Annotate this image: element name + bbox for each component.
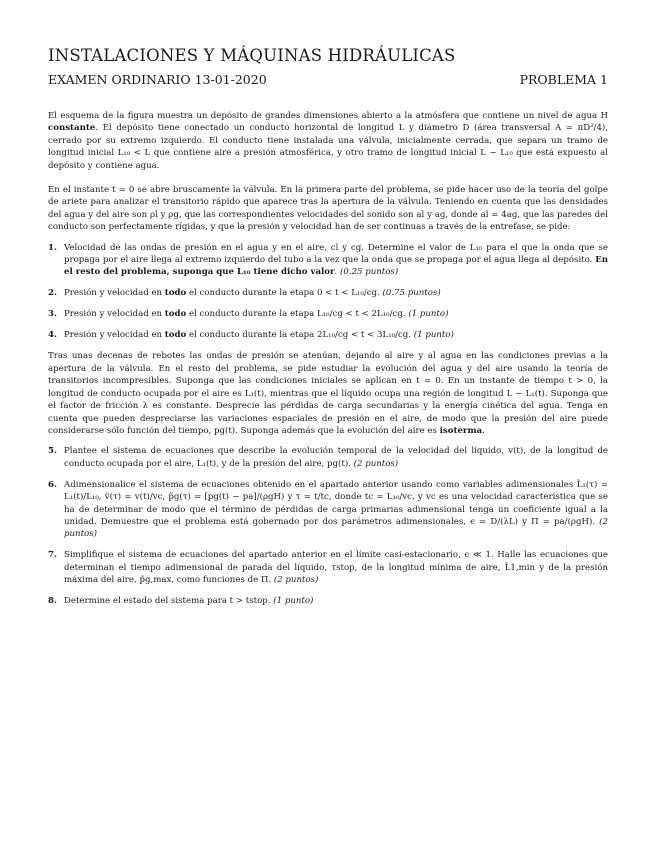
question-4-bold: todo [164, 330, 187, 341]
question-6-number: 6. [48, 479, 57, 490]
question-7 [48, 549, 608, 586]
exam-header-row [48, 72, 608, 88]
question-3-number: 3. [48, 309, 57, 320]
question-8-number: 8. [48, 596, 57, 607]
question-list-part2 [48, 445, 608, 607]
question-5 [48, 445, 608, 470]
part2-text-b: . [482, 425, 485, 436]
intro-bold: constante [48, 123, 96, 134]
question-1 [48, 242, 608, 279]
question-1-number: 1. [48, 242, 57, 253]
question-5-points: (2 puntos) [353, 458, 399, 469]
question-3-text-b: el conducto durante la etapa L₁₀/cg < t < 2L₁₀/cg. [186, 309, 409, 320]
question-3-bold: todo [164, 309, 187, 320]
question-1-text: Velocidad de las ondas de presión en el agua y en el aire, cl y cg. Determine el valor de L₁₀ para el que la onda que se propaga por el aire llega al extremo izquierdo del tubo a la vez que la onda que se propaga por el agua llega al depósito. [64, 242, 608, 266]
question-7-text: Simplifique el sistema de ecuaciones del apartado anterior en el límite casi-estacionario, ϵ ≪ 1. Halle las ecuaciones que determinan el tiempo adimensional de parada del líquido, τstop, de la longitud mínima de aire, L̃1,min y de la presión máxima del aire, p̃g,max, como funciones de Π. [64, 550, 608, 586]
part2-intro-paragraph [48, 350, 608, 437]
exam-date: EXAMEN ORDINARIO 13-01-2020 [48, 72, 267, 87]
question-8-points: (1 punto) [273, 596, 314, 607]
question-5-number: 5. [48, 446, 57, 457]
question-2-points: (0.75 puntos) [382, 288, 441, 299]
question-7-points: (2 puntos) [273, 575, 319, 586]
part1-intro-paragraph: En el instante t = 0 se abre bruscamente la válvula. En la primera parte del problema, se pide hacer uso de la teoría del golpe de ariete para analizar el transitorio rápido que aparece tras la apertura de la válvula. Teniendo en cuenta que las densidades del agua y del aire son ρl y ρg, que las correspondientes velocidades del sonido son al y ag, donde al = 4ag, que las paredes del conducto son perfectamente rígidas, y que la presión y velocidad han de ser continuas a través de la entrefase, se pide: [48, 185, 608, 233]
intro-text-b: . El depósito tiene conectado un conducto horizontal de longitud L y diámetro D (área transversal A = πD²/4), cerrado por su extremo izquierdo. El conducto tiene instalada una válvula, inicialmente cerrada, que separa un tramo de longitud inicial L₁₀ < L que contiene aire a presión atmosférica, y otro tramo de longitud inicial L − L₁₀ que está expuesto al depósito y contiene agua. [48, 123, 608, 171]
question-4 [48, 329, 608, 341]
exam-page [48, 46, 608, 616]
question-2-bold: todo [164, 288, 187, 299]
question-4-text-b: el conducto durante la etapa 2L₁₀/cg < t < 3L₁₀/cg. [186, 330, 414, 341]
part2-text-a: Tras unas decenas de rebotes las ondas de presión se atenúan, dejando al aire y al agua en las condiciones previas a la apertura de la válvula. En el resto del problema, se pide estudiar la evolución del agua y del aire usando la teoría de transitorios incompresibles. Suponga que las condiciones iniciales se aplican en t = 0. En un instante de tiempo t > 0, la longitud de conducto ocupada por el aire es L₁(t), mientras que el líquido ocupa una región de longitud L − L₁(t). Suponga que el factor de fricción λ es constante. Desprecie las pérdidas de carga secundarias y la energía cinética del agua. Tenga en cuenta que pueden despreciarse las variaciones espaciales de presión en el aire, de modo que la presión del aire puede considerarse sólo función del tiempo, pg(t). Suponga además que la evolución del aire es [48, 351, 608, 436]
question-7-number: 7. [48, 550, 57, 561]
question-2-text: Presión y velocidad en [64, 288, 165, 299]
question-1-bold: En el resto del problema, suponga que L₁₀ tiene dicho valor [64, 255, 608, 278]
course-title: INSTALACIONES Y MÁQUINAS HIDRÁULICAS [48, 46, 456, 65]
question-6 [48, 479, 608, 541]
problem-number: PROBLEMA 1 [519, 72, 608, 87]
question-list-part1 [48, 242, 608, 342]
question-2 [48, 287, 608, 299]
question-8 [48, 595, 608, 607]
question-1-text-b: . [334, 267, 341, 278]
question-5-text: Plantee el sistema de ecuaciones que describe la evolución temporal de la velocidad del líquido, v(t), de la longitud de conducto ocupada por el aire, L₁(t), y de la presión del aire, pg(t). [64, 446, 608, 469]
question-2-number: 2. [48, 288, 57, 299]
question-3 [48, 308, 608, 320]
intro-paragraph [48, 110, 608, 172]
question-3-text: Presión y velocidad en [64, 309, 165, 320]
question-1-points: (0.25 puntos) [340, 267, 399, 278]
question-2-text-b: el conducto durante la etapa 0 < t < L₁₀/cg. [186, 288, 383, 299]
question-6-text: Adimensionalice el sistema de ecuaciones obtenido en el apartado anterior usando como variables adimensionales L̃₁(τ) = L₁(t)/L₁₀, ṽ(τ) = v(t)/vc, p̃g(τ) = [pg(t) − pa]/(ρgH) y τ = t/tc, donde tc = L₁₀/vc, y vc es una velocidad característica que se ha de determinar de modo que el término de pérdidas de carga primarias adimensional tenga un coeficiente igual a la unidad. Demuestre que el problema está gobernado por dos parámetros adimensionales, ϵ = D/(λL) y Π = pa/(ρgH). [64, 479, 608, 527]
question-4-text: Presión y velocidad en [64, 330, 165, 341]
question-4-points: (1 punto) [413, 330, 454, 341]
question-8-text: Determine el estado del sistema para t > tstop. [64, 596, 274, 607]
question-4-number: 4. [48, 330, 57, 341]
intro-text-a: El esquema de la figura muestra un depósito de grandes dimensiones abierto a la atmósfera que contiene un nivel de agua H [48, 111, 608, 121]
question-3-points: (1 punto) [408, 309, 449, 320]
question-6-points: (2 puntos) [64, 516, 608, 540]
part2-bold: isoterma [439, 425, 483, 436]
